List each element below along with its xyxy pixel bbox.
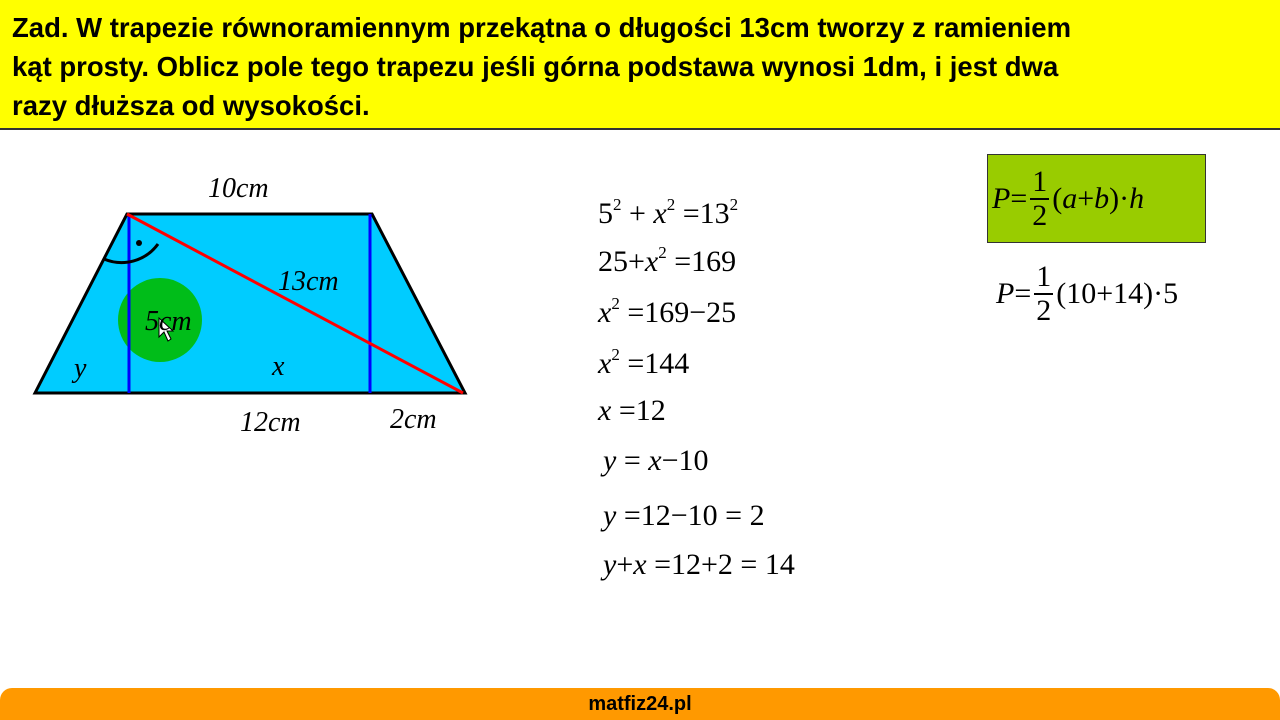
task-line-3: razy dłuższa od wysokości. [12,90,370,121]
step-6: y = x−10 [603,444,709,477]
step-1: $5^2 + x^2 =13^2$ [598,195,739,230]
label-diagonal: 13cm [278,266,339,297]
label-bottom-right: 2cm [390,404,437,435]
result-fraction: $\frac{1}{2}$ [1036,260,1052,327]
step-7: y =12−10 = 2 [603,499,765,532]
trapezoid-shape [35,214,465,393]
label-bottom-left: 12cm [240,407,301,438]
area-result: P = $\frac{1}{2}$ (10+14)·5 [996,260,1179,327]
label-height: 5cm [145,306,192,337]
task-banner [0,0,1280,130]
area-formula: P = $\frac{1}{2}$ ( a + b )· h [992,165,1145,232]
task-text [12,8,1272,125]
formula-fraction: $\frac{1}{2}$ [1032,165,1048,232]
label-x: x [272,351,285,382]
task-line-1: Zad. W trapezie równoramiennym przekątna o długości 13cm tworzy z ramieniem [12,12,1072,43]
step-8: y+x =12+2 = 14 [603,548,795,581]
step-3: $x^2 =169-25$ [598,294,737,329]
label-top-base: 10cm [208,173,269,204]
label-y: y [74,353,87,384]
step-5: x =12 [598,394,666,427]
task-line-2: kąt prosty. Oblicz pole tego trapezu jeśli górna podstawa wynosi 1dm, i jest dwa [12,51,1059,82]
footer-site-link[interactable]: matfiz24.pl [588,693,692,715]
step-2: $25+x^2 =169$ [598,243,737,278]
trapezoid-diagram [0,130,520,450]
step-4: $x^2 =144$ [598,345,690,380]
right-angle-dot [136,240,142,246]
